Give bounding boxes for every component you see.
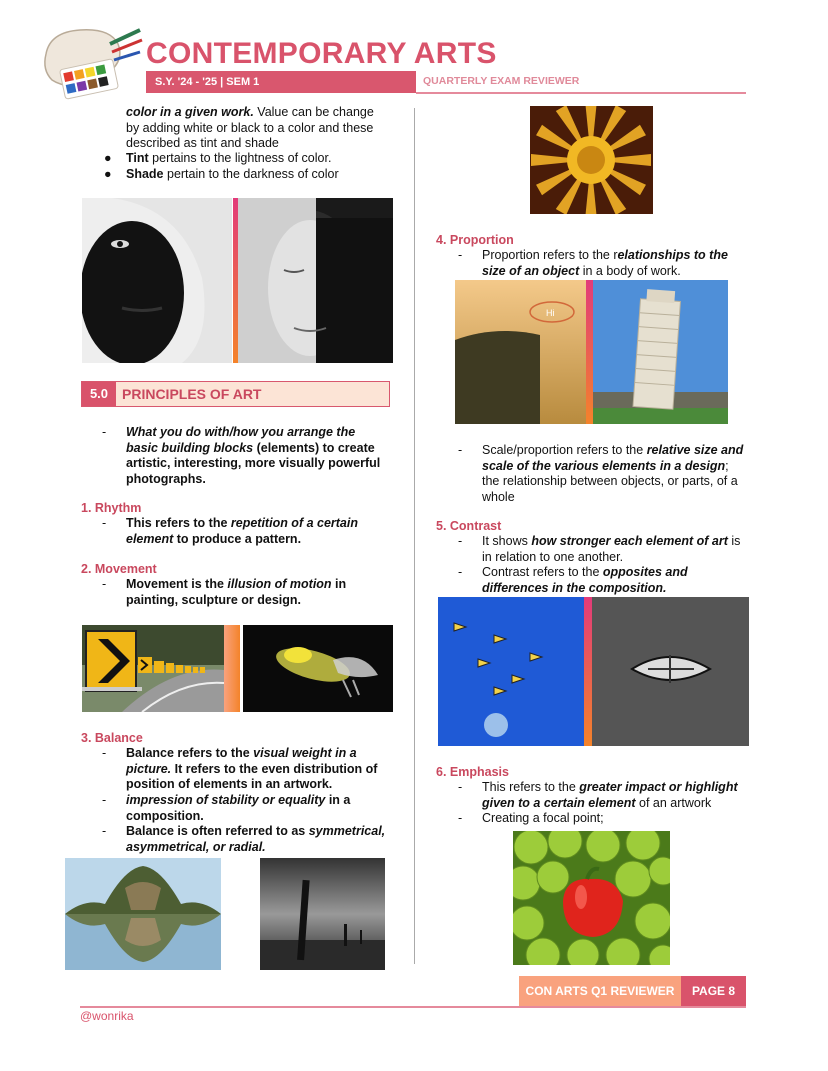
author-handle: @wonrika [80,1009,134,1023]
proportion-text-2: - Scale/proportion refers to the relative size and scale of the various elements in a design; the relationship between objects, or parts, of a whole [458,443,744,504]
balance-heading: 3. Balance [81,731,143,745]
rhythm-heading: 1. Rhythm [81,501,142,515]
image-accent-bar [586,280,593,424]
movement-heading: 2. Movement [81,562,157,576]
cliff-figure-image [455,280,586,424]
apples-pepper-image [513,831,670,965]
value-paragraph: color in a given work. Value can be change by adding white or black to a color and these described as tint and shade [126,105,374,150]
paper-planes-image [438,597,584,746]
column-divider [414,108,415,964]
image-accent-bar [224,625,240,712]
radial-flower-image [530,106,653,214]
image-accent-bar [584,597,592,746]
boat-overhead-image [592,597,749,746]
proportion-text-1: - Proportion refers to the relationships to the size of an object in a body of work. [458,248,728,278]
shade-portrait-image [238,198,393,363]
balance-text-2: - impression of stability or equality in a composition. [102,793,351,823]
lone-pole-image [260,858,385,970]
movement-text: - Movement is the illusion of motion in painting, sculpture or design. [102,577,347,607]
reviewer-label: CON ARTS Q1 REVIEWER [519,976,681,1006]
emphasis-heading: 6. Emphasis [436,765,509,779]
page-number: PAGE 8 [681,976,746,1006]
school-year-label: S.Y. '24 - '25 | SEM 1 [146,71,416,93]
mountain-reflection-image [65,858,221,970]
emphasis-text-1: - This refers to the greater impact or highlight given to a certain element of an artwork [458,780,738,810]
footer-divider [80,1006,746,1008]
road-signs-image [82,625,224,712]
section-number: 5.0 [82,382,116,406]
contrast-text-1: - It shows how stronger each element of art is in relation to one another. [458,534,741,564]
paint-palette-icon [40,24,144,100]
header-divider [416,92,746,94]
section-title: PRINCIPLES OF ART [122,386,262,402]
page-title: CONTEMPORARY ARTS [146,37,497,70]
balance-text-1: - Balance refers to the visual weight in a picture. It refers to the even distribution of position of elements in an artwork. [102,746,378,791]
emphasis-text-2: - Creating a focal point; [458,811,604,825]
section-heading-principles [81,381,390,407]
speech-bubble-text: Hi [546,308,555,318]
contrast-heading: 5. Contrast [436,519,502,533]
bird-motion-image [243,625,393,712]
contrast-text-2: - Contrast refers to the opposites and differences in the composition. [458,565,688,595]
shade-bullet: ● Shade pertain to the darkness of color [104,167,339,181]
proportion-heading: 4. Proportion [436,233,514,247]
balance-text-3: - Balance is often referred to as symmetrical, asymmetrical, or radial. [102,824,386,854]
rhythm-text: - This refers to the repetition of a certain element to produce a pattern. [102,516,358,546]
tint-portrait-image [82,198,232,363]
principles-intro: - What you do with/how you arrange the basic building blocks (elements) to create artistic, interesting, more visually powerful photographs. [102,425,381,486]
leaning-tower-image [593,280,728,424]
document-subtitle: QUARTERLY EXAM REVIEWER [423,75,580,87]
tint-bullet: ● Tint pertains to the lightness of color. [104,151,332,165]
